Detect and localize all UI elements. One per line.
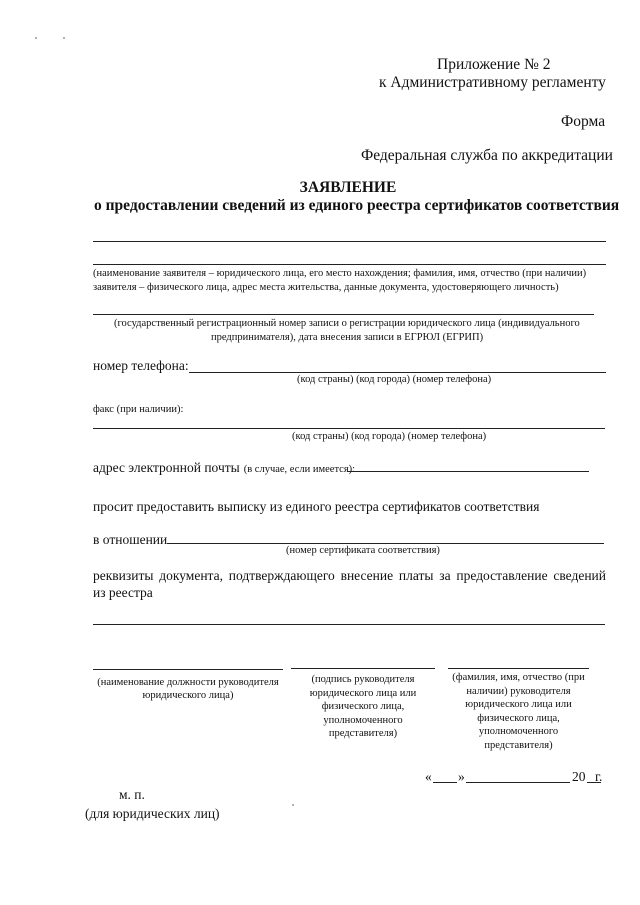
date-month-line[interactable] (466, 782, 570, 783)
certificate-label: в отношении (93, 532, 168, 547)
phone-label: номер телефона: (93, 358, 189, 373)
caption-line: (подпись руководителя (311, 674, 415, 685)
fullname-caption (448, 671, 589, 752)
applicant-hint-line2: заявителя – физического лица, адрес места жительства, данные документа, удостоверяющего личность) (93, 282, 559, 293)
caption-line: юридического лица или (309, 687, 417, 699)
date-day-line[interactable] (433, 782, 457, 783)
fax-input-line[interactable] (93, 428, 605, 429)
caption-line: наличии) руководителя (466, 685, 571, 697)
registration-hint-line1: (государственный регистрационный номер записи о регистрации юридического лица (индивидуального (114, 318, 580, 329)
certificate-input-line[interactable] (167, 543, 604, 544)
caption-line: юридического лица или (465, 699, 572, 710)
email-input-line[interactable] (347, 471, 589, 472)
document-title: ЗАЯВЛЕНИЕ (299, 179, 397, 196)
applicant-line-1[interactable] (93, 241, 606, 242)
caption-line: представителя) (484, 739, 553, 751)
caption-line: представителя) (328, 728, 398, 739)
position-line[interactable] (93, 669, 283, 670)
payment-text-line2: из реестра (93, 585, 153, 600)
signature-line[interactable] (291, 668, 435, 669)
scan-speck (63, 37, 65, 39)
appendix-reference: к Административному регламенту (379, 74, 606, 91)
applicant-hint-line1: (наименование заявителя – юридического лица, его место нахождения; фамилия, имя, отчество (при наличии) (93, 268, 587, 279)
form-label: Форма (561, 113, 606, 130)
email-label: адрес электронной почты (93, 460, 240, 475)
date-year-prefix: 20 (572, 769, 586, 784)
scan-speck (35, 37, 37, 39)
signature-caption (291, 673, 435, 741)
fax-hint: (код страны) (код города) (номер телефона) (292, 431, 487, 442)
position-caption (93, 676, 283, 702)
fax-label: факс (при наличии): (93, 404, 184, 415)
date-year-suffix: г. (595, 769, 603, 784)
document-subtitle: о предоставлении сведений из единого реестра сертификатов соответствия (94, 197, 620, 214)
fullname-line[interactable] (448, 668, 589, 669)
phone-hint: (код страны) (код города) (номер телефона) (297, 374, 492, 385)
scan-speck (292, 804, 294, 806)
request-text: просит предоставить выписку из единого реестра сертификатов соответствия (93, 499, 540, 514)
payment-input-line[interactable] (93, 624, 605, 625)
caption-line: уполномоченного (478, 726, 559, 737)
registration-hint-line2: предпринимателя), дата внесения записи в ЕГРЮЛ (ЕГРИП) (211, 332, 484, 343)
caption-line: (наименование должности руководителя (97, 677, 279, 688)
authority-name: Федеральная служба по аккредитации (361, 147, 613, 164)
caption-line: уполномоченного (323, 714, 403, 726)
email-label-row (93, 459, 355, 477)
appendix-number: Приложение № 2 (437, 56, 551, 73)
caption-line: юридического лица) (142, 690, 234, 701)
email-note: (в случае, если имеется): (243, 464, 356, 475)
seal-mark: м. п. (119, 787, 145, 802)
date-close-quote: » (458, 769, 465, 784)
seal-note: (для юридических лиц) (85, 806, 220, 821)
applicant-line-2[interactable] (93, 264, 606, 265)
registration-line[interactable] (93, 314, 594, 315)
payment-text-line1 (93, 568, 606, 584)
phone-input-line[interactable] (189, 372, 606, 373)
caption-line: физического лица, (477, 712, 560, 724)
caption-line: физического лица, (321, 701, 405, 712)
certificate-hint: (номер сертификата соответствия) (286, 545, 440, 556)
date-open-quote: « (425, 769, 432, 784)
payment-text: реквизиты документа, подтверждающего внесение платы за предоставление сведений (93, 568, 606, 583)
caption-line: (фамилия, имя, отчество (при (452, 672, 585, 683)
